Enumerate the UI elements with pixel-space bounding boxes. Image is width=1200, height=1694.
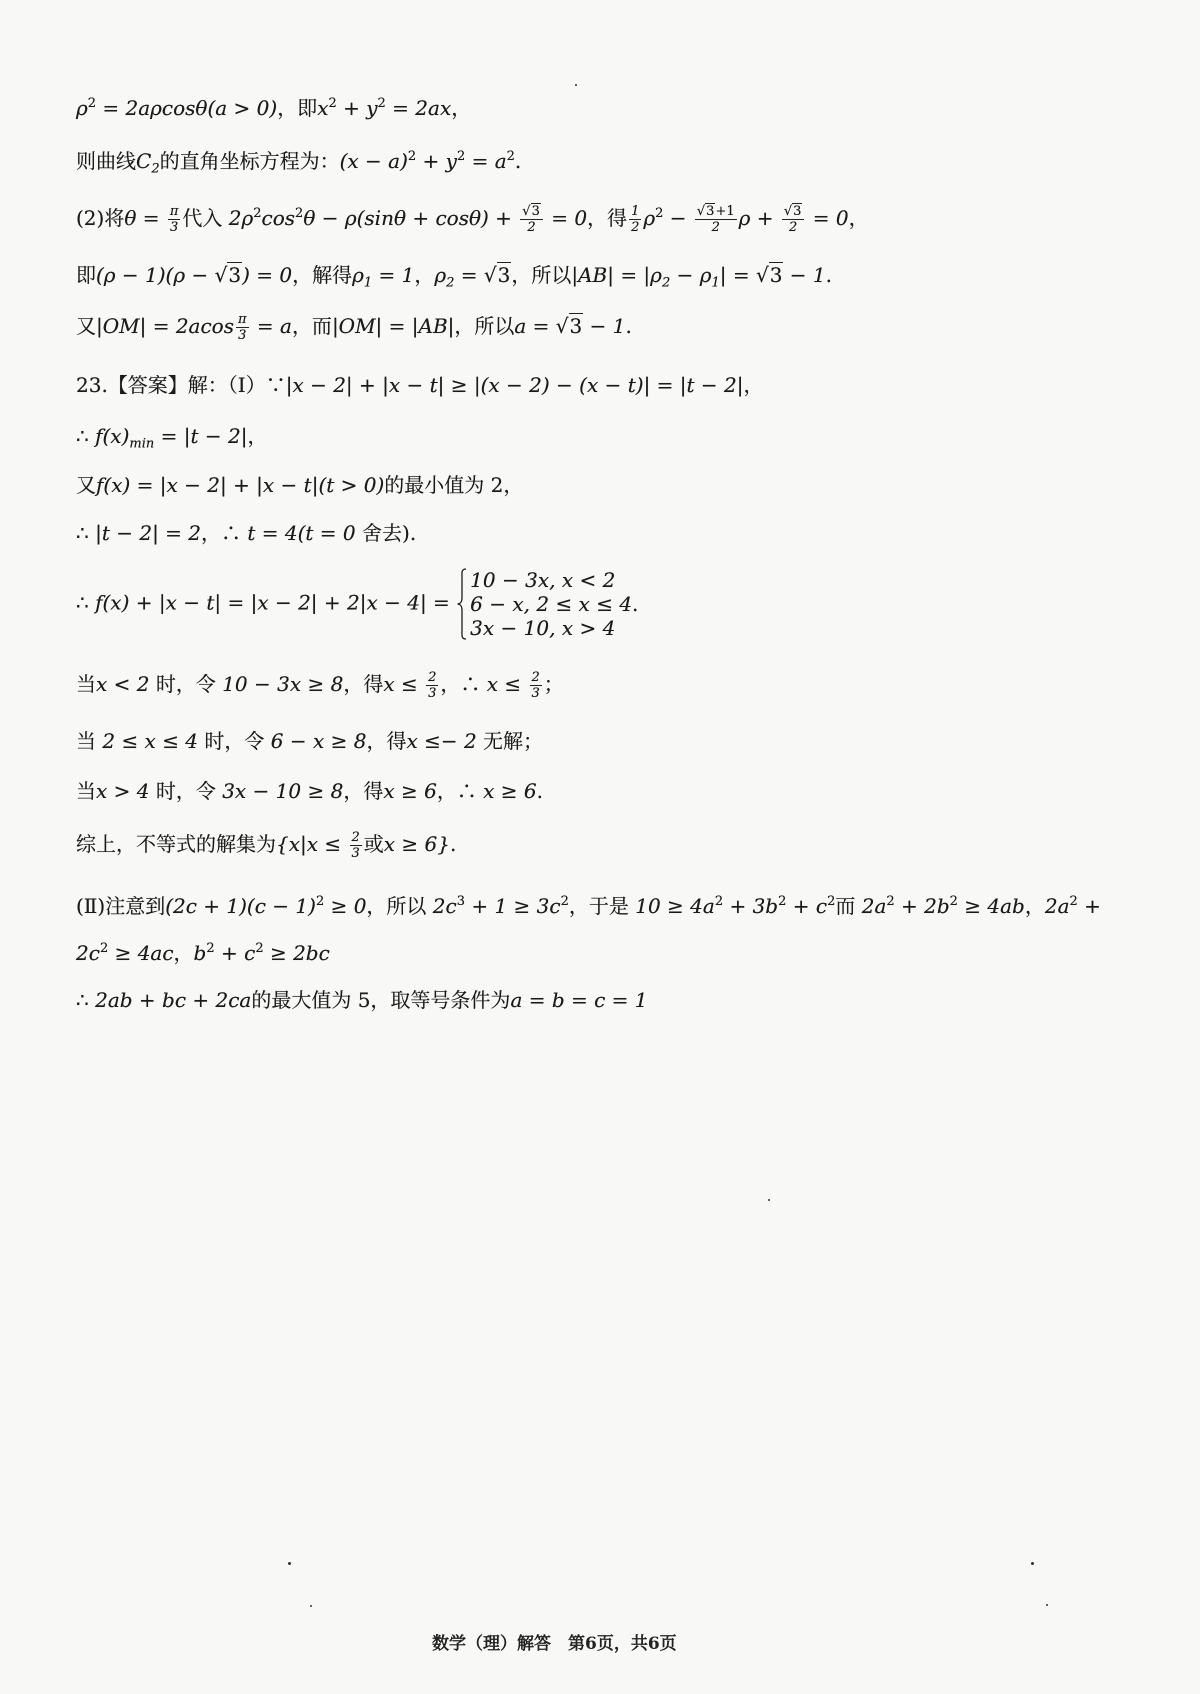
text-run: ，所以	[366, 894, 433, 918]
square-root	[697, 203, 716, 219]
text-run: 或	[363, 832, 384, 856]
superscript: 2	[99, 941, 109, 957]
superscript: 2	[456, 149, 466, 165]
math-run: (2c + 1)(c − 1)	[165, 894, 316, 918]
piecewise-cases	[456, 568, 638, 640]
math-run: θ =	[124, 206, 166, 230]
math-run: + 3b	[723, 894, 779, 918]
fraction-denominator	[530, 686, 542, 701]
math-run: 6 − x, 2 ≤ x ≤ 4	[470, 592, 633, 616]
text-run: ，得	[343, 779, 384, 803]
subscript: 1	[711, 275, 720, 291]
text-run: ，	[848, 206, 869, 230]
math-run: f(x) = |x − 2| + |x − t|(t > 0)	[96, 473, 385, 497]
math-run: x ≤− 2	[406, 729, 477, 753]
math-run: 1	[631, 204, 640, 219]
text-run: 舍去).	[355, 521, 417, 545]
superscript: 2	[886, 894, 895, 910]
fraction-numerator	[782, 204, 805, 220]
left-brace	[456, 568, 467, 640]
math-run: ρ	[434, 263, 447, 287]
text-run: ，	[1024, 894, 1045, 918]
math-run: −	[663, 206, 693, 230]
math-run: (x − a)	[339, 149, 408, 173]
math-run: (ρ − 1)(ρ −	[96, 263, 215, 287]
text-run: ，	[743, 373, 764, 397]
math-run: 2ρ	[228, 206, 254, 230]
fraction	[236, 312, 249, 343]
superscript: 2	[778, 894, 787, 910]
math-run: 3	[169, 220, 179, 235]
radicand: 3	[706, 204, 715, 219]
fraction-denominator	[695, 220, 737, 235]
math-run: 3	[531, 686, 540, 701]
text-run: 又	[76, 314, 96, 338]
math-run: 2 ≤ x ≤ 4	[102, 729, 199, 753]
math-run: 2	[351, 830, 360, 845]
math-run: x ≥ 6	[483, 779, 537, 803]
math-run: ≥ 0	[324, 894, 367, 918]
math-run: x > 4	[96, 779, 150, 803]
math-run: +	[1077, 894, 1101, 918]
superscript: 2	[315, 894, 325, 910]
text-run: 当	[76, 729, 103, 753]
math-run: C	[136, 149, 152, 173]
math-run: |t − 2| = 2	[95, 521, 202, 545]
math-run: 2	[789, 220, 798, 235]
text-run: .	[536, 779, 544, 803]
math-run: 2	[428, 670, 437, 685]
square-root	[484, 262, 511, 287]
math-run: a =	[514, 314, 556, 338]
math-run: =	[454, 263, 484, 287]
text-run: ，所以	[511, 263, 572, 287]
superscript: 2	[87, 96, 97, 112]
math-run: − ρ	[670, 263, 712, 287]
math-run: |AB| = |ρ	[571, 263, 662, 287]
fraction-numerator	[236, 312, 249, 328]
math-run: 2	[631, 220, 640, 235]
text-run: .	[825, 263, 832, 287]
solution-line	[76, 940, 330, 966]
case-row	[470, 616, 638, 640]
fraction-numerator	[530, 670, 542, 686]
math-run: + c	[214, 941, 256, 965]
text-run: 当	[76, 672, 96, 696]
math-run: |OM| = 2acos	[96, 314, 234, 338]
fraction-denominator	[520, 220, 543, 235]
math-run: − 1	[583, 314, 626, 338]
text-run: (Ⅱ)注意到	[76, 894, 166, 918]
math-run: 2a	[1044, 894, 1070, 918]
text-run: 而	[835, 894, 862, 918]
solution-line	[76, 568, 638, 640]
math-run: ρ	[352, 263, 364, 287]
superscript: 2	[377, 96, 386, 112]
math-run: = a	[250, 314, 292, 338]
math-run: |x − 2| + |x − t| ≥ |(x − 2) − (x − t)| = |t − 2|	[285, 373, 744, 397]
text-run: ，即	[277, 96, 318, 120]
text-run: 综上，不等式的解集为	[76, 832, 276, 856]
solution-line	[76, 423, 268, 452]
square-root	[784, 203, 803, 219]
solution-line	[76, 372, 764, 398]
solution-line	[76, 472, 523, 498]
text-run: ，所以	[454, 314, 515, 338]
subscript: 2	[661, 275, 671, 291]
math-run: = a	[465, 149, 507, 173]
text-run: 的直角坐标方程为：	[159, 149, 340, 173]
superscript: 2	[206, 941, 215, 957]
solution-line	[76, 520, 416, 546]
math-run: ≥ 4ac	[108, 941, 174, 965]
text-run: 代入	[182, 206, 229, 230]
math-run: 3x − 10 ≥ 8	[222, 779, 344, 803]
text-run: +1	[715, 204, 735, 219]
math-run: 3x − 10, x > 4	[470, 616, 616, 640]
math-run: 3	[238, 328, 247, 343]
solution-line	[76, 262, 832, 291]
math-run: 2c	[76, 941, 100, 965]
text-run: ，∴	[201, 521, 248, 545]
math-run: ) = 0	[242, 263, 293, 287]
fraction	[782, 204, 805, 235]
math-run: 2	[527, 220, 536, 235]
fraction-denominator	[426, 686, 438, 701]
radicand: 3	[497, 263, 511, 287]
fraction	[629, 204, 641, 235]
math-run: 10 ≥ 4a	[635, 894, 715, 918]
math-run: = 2aρcosθ(a > 0)	[96, 96, 278, 120]
math-run: = 1	[372, 263, 415, 287]
math-run: + y	[336, 96, 378, 120]
text-run: ，于是	[568, 894, 636, 918]
fraction-numerator	[426, 670, 438, 686]
superscript: 2	[949, 894, 958, 910]
fraction-denominator	[782, 220, 805, 235]
text-run: .	[514, 149, 522, 173]
text-run: ；	[543, 672, 564, 696]
math-run: x ≤	[486, 672, 528, 696]
solution-line	[76, 148, 522, 177]
text-run: 时，令	[149, 779, 223, 803]
math-run: + c	[786, 894, 828, 918]
radicand: 3	[769, 263, 783, 287]
superscript: 2	[407, 149, 417, 165]
fraction	[530, 670, 542, 701]
fraction-numerator	[695, 204, 737, 220]
text-run: ∴	[76, 590, 96, 615]
fraction	[350, 830, 362, 861]
fraction	[695, 204, 737, 235]
text-run: ∴	[76, 988, 96, 1012]
math-run: + y	[416, 149, 457, 173]
text-run: 的最小值为 2，	[384, 473, 524, 497]
math-run: x < 2	[96, 672, 150, 696]
math-run: = |t − 2|	[154, 424, 248, 448]
math-run: x	[317, 96, 329, 120]
superscript: 2	[714, 894, 724, 910]
text-run: 又	[76, 473, 96, 497]
square-root	[522, 203, 541, 219]
text-run: ，	[247, 424, 268, 448]
text-run: 时，令	[149, 672, 223, 696]
text-run: ，得	[343, 672, 384, 696]
subscript: min	[129, 436, 155, 452]
subscript: 2	[446, 275, 455, 291]
math-run: + 1 ≥ 3c	[465, 894, 561, 918]
solution-line	[76, 670, 564, 701]
square-root	[215, 262, 242, 287]
case-row	[470, 568, 638, 592]
page-footer: 数学（理）解答 第6页，共6页	[432, 1634, 677, 1654]
scan-speck	[575, 84, 577, 86]
text-run: 无解；	[476, 729, 544, 753]
superscript: 2	[506, 149, 515, 165]
text-run: 则曲线	[76, 149, 136, 173]
math-run: | =	[719, 263, 756, 287]
math-run: a = b = c = 1	[510, 988, 648, 1012]
subscript: 2	[151, 161, 160, 177]
superscript: 2	[295, 206, 304, 222]
math-run: 3	[351, 846, 360, 861]
fraction-numerator	[350, 830, 362, 846]
text-run: .	[625, 314, 632, 338]
case-row	[470, 592, 638, 616]
fraction-denominator	[236, 328, 249, 343]
fraction-numerator	[168, 204, 181, 220]
radicand: 3	[793, 204, 802, 219]
math-run: f(x) + |x − t| = |x − 2| + 2|x − 4| =	[95, 590, 457, 615]
fraction-numerator	[520, 204, 543, 220]
math-run: 2a	[861, 894, 887, 918]
superscript: 2	[255, 941, 264, 957]
math-run: = 0	[544, 206, 588, 230]
solution-line	[76, 312, 632, 343]
text-run: 时，令	[198, 729, 271, 753]
math-run: 2	[531, 670, 540, 685]
text-run: 即	[76, 263, 96, 287]
text-run: ，得	[587, 206, 628, 230]
solution-line	[76, 830, 456, 861]
solution-line	[76, 778, 543, 804]
math-run: t = 4(t = 0	[247, 521, 356, 545]
fraction-denominator	[168, 220, 181, 235]
superscript: 3	[456, 894, 465, 910]
text-run: ，	[414, 263, 435, 287]
superscript: 2	[655, 206, 664, 222]
scan-speck	[288, 1562, 291, 1565]
math-run: x ≥ 6	[383, 779, 437, 803]
fraction-numerator	[629, 204, 641, 220]
fraction-denominator	[629, 220, 641, 235]
text-run: 23.【答案】解：（Ⅰ）∵	[76, 373, 286, 397]
radicand: 3	[569, 314, 583, 338]
radicand: 3	[228, 263, 242, 287]
math-run: x ≥ 6}	[383, 832, 450, 856]
math-run: x ≤	[383, 672, 425, 696]
scan-speck	[1046, 1604, 1048, 1606]
solution-line	[76, 987, 648, 1013]
square-root	[756, 262, 783, 287]
solution-line	[76, 728, 543, 754]
text-run: 的最大值为 5，取等号条件为	[251, 988, 511, 1012]
math-run: ≥ 4ab	[957, 894, 1025, 918]
math-run: ρ +	[738, 206, 780, 230]
superscript: 2	[827, 894, 836, 910]
math-run: cos	[261, 206, 296, 230]
solution-line	[76, 204, 869, 235]
text-run: ，	[451, 96, 472, 120]
radicand: 3	[531, 204, 540, 219]
math-run: b	[193, 941, 207, 965]
superscript: 2	[560, 894, 569, 910]
superscript: 2	[253, 206, 262, 222]
math-run: 10 − 3x, x < 2	[470, 568, 616, 592]
fraction-denominator	[350, 846, 362, 861]
math-run: 6 − x ≥ 8	[270, 729, 367, 753]
math-run: θ − ρ(sinθ + cosθ) +	[303, 206, 519, 230]
text-run: ∴	[76, 424, 96, 448]
math-run: 2	[711, 220, 720, 235]
scan-speck	[1031, 1562, 1034, 1565]
scan-speck	[310, 1605, 312, 1607]
math-run: {x|x ≤	[276, 832, 348, 856]
text-run: ，而	[291, 314, 332, 338]
math-run: 10 − 3x ≥ 8	[222, 672, 344, 696]
math-run: 3	[428, 686, 437, 701]
solution-line	[76, 893, 1101, 919]
math-run: + 2b	[894, 894, 950, 918]
superscript: 2	[1069, 894, 1078, 910]
math-run: ρ	[76, 96, 88, 120]
text-run: ∴	[76, 521, 96, 545]
fraction	[426, 670, 438, 701]
text-run: .	[632, 592, 639, 616]
superscript: 2	[328, 96, 337, 112]
fraction	[520, 204, 543, 235]
math-run: 2ab + bc + 2ca	[95, 988, 252, 1012]
text-run: (2)将	[76, 206, 125, 230]
text-run: ，	[173, 941, 194, 965]
math-run: |OM| = |AB|	[331, 314, 455, 338]
square-root	[556, 313, 583, 338]
math-run: 2c	[432, 894, 457, 918]
math-run: π	[237, 312, 247, 327]
math-run: f(x)	[95, 424, 130, 448]
text-run: .	[449, 832, 457, 856]
fraction	[168, 204, 181, 235]
math-run: − 1	[783, 263, 826, 287]
text-run: ，∴	[440, 672, 487, 696]
math-run: π	[169, 204, 179, 219]
text-run: ，∴	[436, 779, 484, 803]
solution-line	[76, 95, 471, 121]
text-run: ，解得	[292, 263, 353, 287]
text-run: 当	[76, 779, 96, 803]
scan-speck	[768, 1199, 770, 1201]
subscript: 1	[363, 275, 373, 291]
math-run: = 2ax	[385, 96, 452, 120]
math-run: = 0	[806, 206, 849, 230]
math-run: ≥ 2bc	[263, 941, 330, 965]
text-run: ，得	[366, 729, 407, 753]
math-run: ρ	[643, 206, 656, 230]
